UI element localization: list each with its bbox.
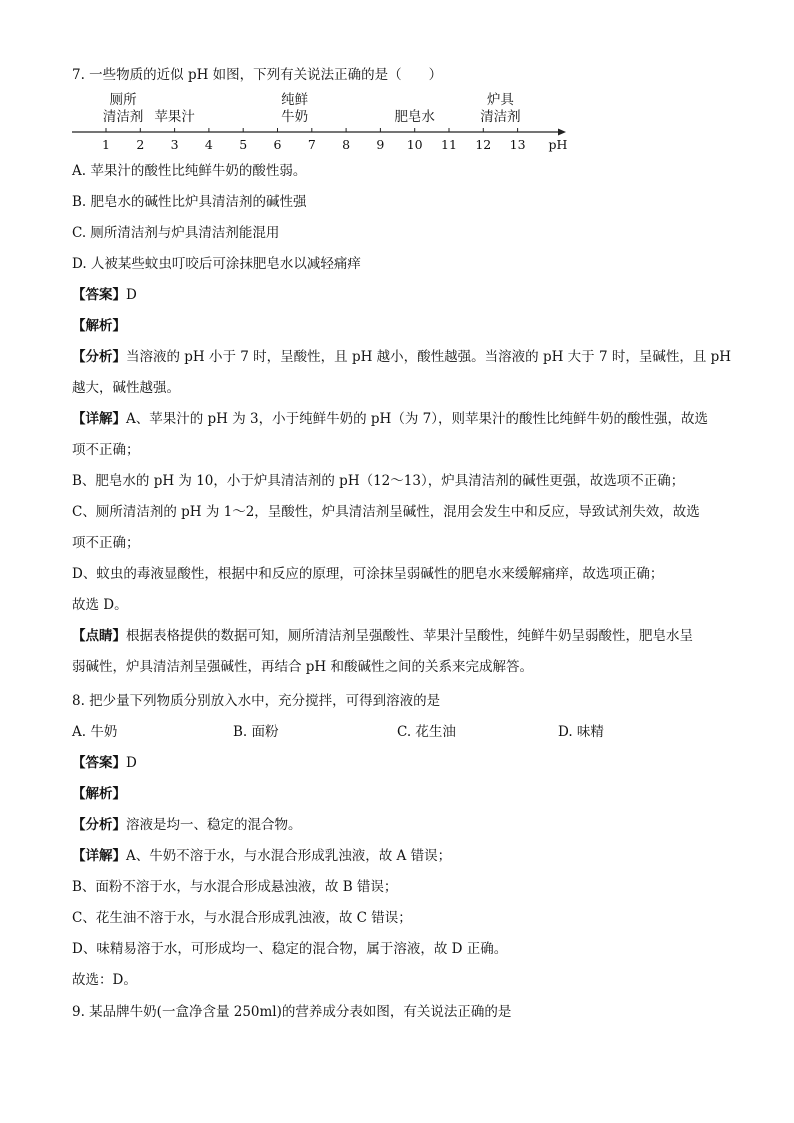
q7-detail-3: B、肥皂水的 pH 为 10，小于炉具清洁剂的 pH（12～13），炉具清洁剂的碱性更强，故选项不正确； <box>72 473 685 489</box>
ph-tick-label: 5 <box>239 137 248 152</box>
q8-option-c: C. 花生油 <box>397 724 456 740</box>
q7-stem: 7. 一些物质的近似 pH 如图，下列有关说法正确的是（ ） <box>72 67 443 83</box>
ph-tick-label: 8 <box>342 137 351 152</box>
q8-detail-2: B、面粉不溶于水，与水混合形成悬浊液，故 B 错误； <box>72 879 398 895</box>
q8-stem: 8. 把少量下列物质分别放入水中，充分搅拌，可得到溶液的是 <box>72 693 441 709</box>
q7-dianjing-2: 弱碱性，炉具清洁剂呈强碱性，再结合 pH 和酸碱性之间的关系来完成解答。 <box>72 659 533 675</box>
q7-analysis-tag <box>72 317 732 335</box>
fenxi-tag: 【分析】 <box>72 817 126 833</box>
q9-stem: 9. 某品牌牛奶(一盒净含量 250ml)的营养成分表如图，有关说法正确的是 <box>72 1004 512 1020</box>
detail-text: A、苹果汁的 pH 为 3，小于纯鲜牛奶的 pH（为 7），则苹果汁的酸性比纯鲜牛奶的酸性强，故选 <box>126 411 708 427</box>
answer-tag: 【答案】 <box>72 287 126 303</box>
q7-detail-7: 故选 D。 <box>72 597 128 613</box>
q8-answer-line <box>72 754 732 772</box>
detail-tag: 【详解】 <box>72 848 126 864</box>
ph-tick-label: 1 <box>102 137 110 152</box>
ph-tick-label: 9 <box>376 137 385 152</box>
ph-tick-label: 2 <box>136 137 145 152</box>
substance-label: 苹果汁 <box>154 109 195 125</box>
q8-option-b: B. 面粉 <box>233 724 279 740</box>
q8-detail-5: 故选：D。 <box>72 972 137 988</box>
q7-dianjing-1 <box>72 627 732 645</box>
dianjing-text: 根据表格提供的数据可知，厕所清洁剂呈强酸性、苹果汁呈酸性，纯鲜牛奶呈弱酸性，肥皂水呈 <box>126 628 693 644</box>
answer-tag: 【答案】 <box>72 755 126 771</box>
ph-axis-arrow <box>558 129 566 136</box>
q8-fenxi-1 <box>72 816 732 834</box>
q7-fenxi-1 <box>72 348 732 366</box>
q8-option-d: D. 味精 <box>558 724 604 740</box>
q7-detail-4: C、厕所清洁剂的 pH 为 1～2，呈酸性，炉具清洁剂呈碱性，混用会发生中和反应，导致试剂失效，故选 <box>72 504 700 520</box>
q8-detail-1 <box>72 847 732 865</box>
substance-label: 厕所 <box>109 92 137 108</box>
detail-tag: 【详解】 <box>72 411 126 427</box>
substance-label: 清洁剂 <box>102 109 144 125</box>
ph-tick-label: 3 <box>170 137 179 152</box>
ph-axis-label: pH <box>548 137 568 152</box>
q7-detail-5: 项不正确； <box>72 535 140 551</box>
substance-label: 纯鲜 <box>281 92 309 108</box>
detail-text: A、牛奶不溶于水，与水混合形成乳浊液，故 A 错误； <box>126 848 452 864</box>
q7-option-b: B. 肥皂水的碱性比炉具清洁剂的碱性强 <box>72 194 307 210</box>
substance-label: 炉具 <box>486 92 514 108</box>
q7-fenxi-2: 越大，碱性越强。 <box>72 380 180 396</box>
ph-tick-label: 13 <box>509 137 526 152</box>
ph-tick-label: 6 <box>273 137 282 152</box>
q7-answer-line <box>72 286 732 304</box>
ph-tick-label: 10 <box>406 137 423 152</box>
q7-detail-1 <box>72 410 732 428</box>
q7-option-a: A. 苹果汁的酸性比纯鲜牛奶的酸性弱。 <box>72 163 307 179</box>
q8-detail-4: D、味精易溶于水，可形成均一、稳定的混合物，属于溶液，故 D 正确。 <box>72 941 508 957</box>
substance-label: 清洁剂 <box>480 109 521 125</box>
answer-value: D <box>126 287 137 303</box>
fenxi-text: 当溶液的 pH 小于 7 时，呈酸性，且 pH 越小，酸性越强。当溶液的 pH 大于 7 时，呈碱性，且 pH <box>126 349 732 365</box>
fenxi-tag: 【分析】 <box>72 349 126 365</box>
q8-detail-3: C、花生油不溶于水，与水混合形成乳浊液，故 C 错误； <box>72 910 412 926</box>
dianjing-tag: 【点睛】 <box>72 628 126 644</box>
q8-option-a: A. 牛奶 <box>72 724 118 740</box>
ph-tick-label: 12 <box>475 137 492 152</box>
analysis-tag: 【解析】 <box>72 786 126 802</box>
q8-analysis-tag <box>72 785 732 803</box>
answer-value: D <box>126 755 137 771</box>
fenxi-text: 溶液是均一、稳定的混合物。 <box>126 817 302 833</box>
q7-option-c: C. 厕所清洁剂与炉具清洁剂能混用 <box>72 225 280 241</box>
analysis-tag: 【解析】 <box>72 318 126 334</box>
substance-label: 牛奶 <box>281 109 309 125</box>
q7-detail-6: D、蚊虫的毒液显酸性，根据中和反应的原理，可涂抹呈弱碱性的肥皂水来缓解痛痒，故选项正确； <box>72 566 664 582</box>
ph-tick-label: 11 <box>441 137 457 152</box>
q7-detail-2: 项不正确； <box>72 442 140 458</box>
ph-scale <box>72 92 572 156</box>
ph-tick-label: 7 <box>307 137 316 152</box>
substance-label: 肥皂水 <box>394 109 435 125</box>
q7-option-d: D. 人被某些蚊虫叮咬后可涂抹肥皂水以减轻痛痒 <box>72 256 361 272</box>
ph-tick-label: 4 <box>204 137 213 152</box>
